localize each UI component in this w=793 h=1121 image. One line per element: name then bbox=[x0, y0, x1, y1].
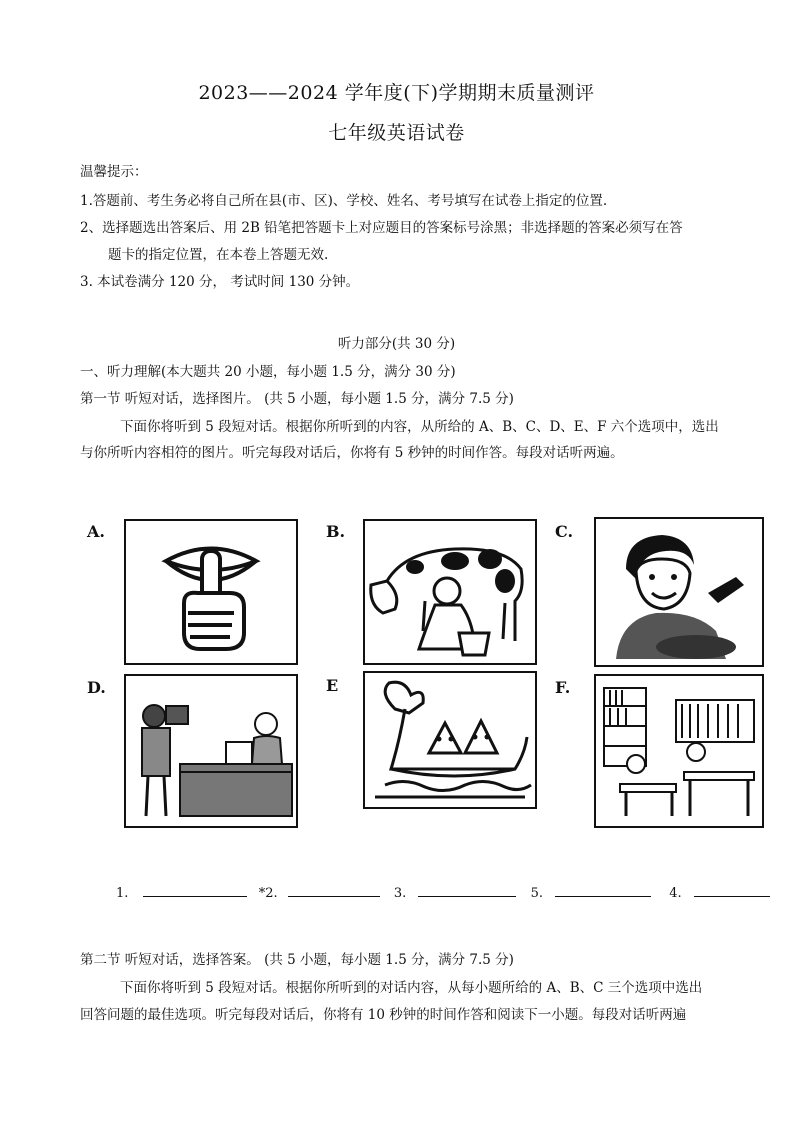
section-2-title: 第二节 听短对话，选择答案。 (共 5 小题，每小题 1.5 分，满分 7.5 分) bbox=[80, 952, 514, 968]
answer-blanks bbox=[116, 884, 770, 901]
answer-blank-2[interactable] bbox=[288, 884, 380, 897]
answer-blank-4[interactable] bbox=[694, 884, 770, 897]
notice-heading: 温馨提示： bbox=[80, 164, 148, 180]
blank-label-2: *2. bbox=[258, 886, 278, 901]
section-1-instructions-cont: 与你所听内容相符的图片。听完每段对话后，你将有 5 秒钟的时间作答。每段对话听两遍。 bbox=[80, 445, 624, 461]
blank-label-4: 4. bbox=[669, 886, 682, 901]
notice-item-1: 1.答题前、考生务必将自己所在县(市、区)、学校、姓名、考号填写在试卷上指定的位置. bbox=[80, 193, 608, 209]
blank-label-1: 1. bbox=[116, 886, 129, 901]
section-1-instructions: 下面你将听到 5 段短对话。根据你所听到的内容，从所给的 A、B、C、D、E、F 六个选项中，选出 bbox=[120, 419, 719, 435]
section-2-instructions: 下面你将听到 5 段短对话。根据你所听到的对话内容，从每小题所给的 A、B、C 三个选项中选出 bbox=[120, 980, 703, 996]
blank-label-3: 3. bbox=[393, 886, 407, 901]
picture-label-d: D. bbox=[87, 678, 106, 697]
answer-blank-5[interactable] bbox=[555, 884, 651, 897]
picture-label-c: C. bbox=[555, 522, 574, 541]
notice-item-3: 3. 本试卷满分 120 分， 考试时间 130 分钟。 bbox=[80, 274, 360, 290]
picture-label-f: F. bbox=[555, 678, 571, 697]
library-reading-icon bbox=[594, 674, 764, 828]
answer-blank-1[interactable] bbox=[143, 884, 247, 897]
notice-item-2: 2、选择题选出答案后、用 2B 铅笔把答题卡上对应题目的答案标号涂黑；非选择题的答案必须写在答 bbox=[80, 220, 683, 236]
blank-label-5: 5. bbox=[530, 886, 543, 901]
cooking-woman-icon bbox=[594, 517, 764, 667]
dragon-boat-icon bbox=[363, 671, 537, 809]
listening-part-1: 一、听力理解(本大题共 20 小题，每小题 1.5 分，满分 30 分) bbox=[80, 364, 456, 380]
listening-section-title: 听力部分(共 30 分) bbox=[337, 336, 456, 352]
section-1-title: 第一节 听短对话，选择图片。 (共 5 小题，每小题 1.5 分，满分 7.5 分) bbox=[80, 391, 514, 407]
picture-label-a: A. bbox=[87, 522, 105, 541]
silence-gesture-icon bbox=[124, 519, 298, 665]
milking-cow-icon bbox=[363, 519, 537, 665]
notice-item-2-cont: 题卡的指定位置，在本卷上答题无效. bbox=[108, 247, 329, 263]
shop-counter-icon bbox=[124, 674, 298, 828]
section-2-instructions-cont: 回答问题的最佳选项。听完每段对话后，你将有 10 秒钟的时间作答和阅读下一小题。每段对话听两遍 bbox=[80, 1007, 687, 1023]
answer-blank-3[interactable] bbox=[418, 884, 516, 897]
picture-label-b: B. bbox=[326, 522, 346, 541]
exam-title: 2023——2024 学年度(下)学期期末质量测评 bbox=[198, 82, 595, 104]
picture-label-e: E bbox=[326, 676, 339, 695]
exam-subtitle: 七年级英语试卷 bbox=[328, 122, 465, 144]
